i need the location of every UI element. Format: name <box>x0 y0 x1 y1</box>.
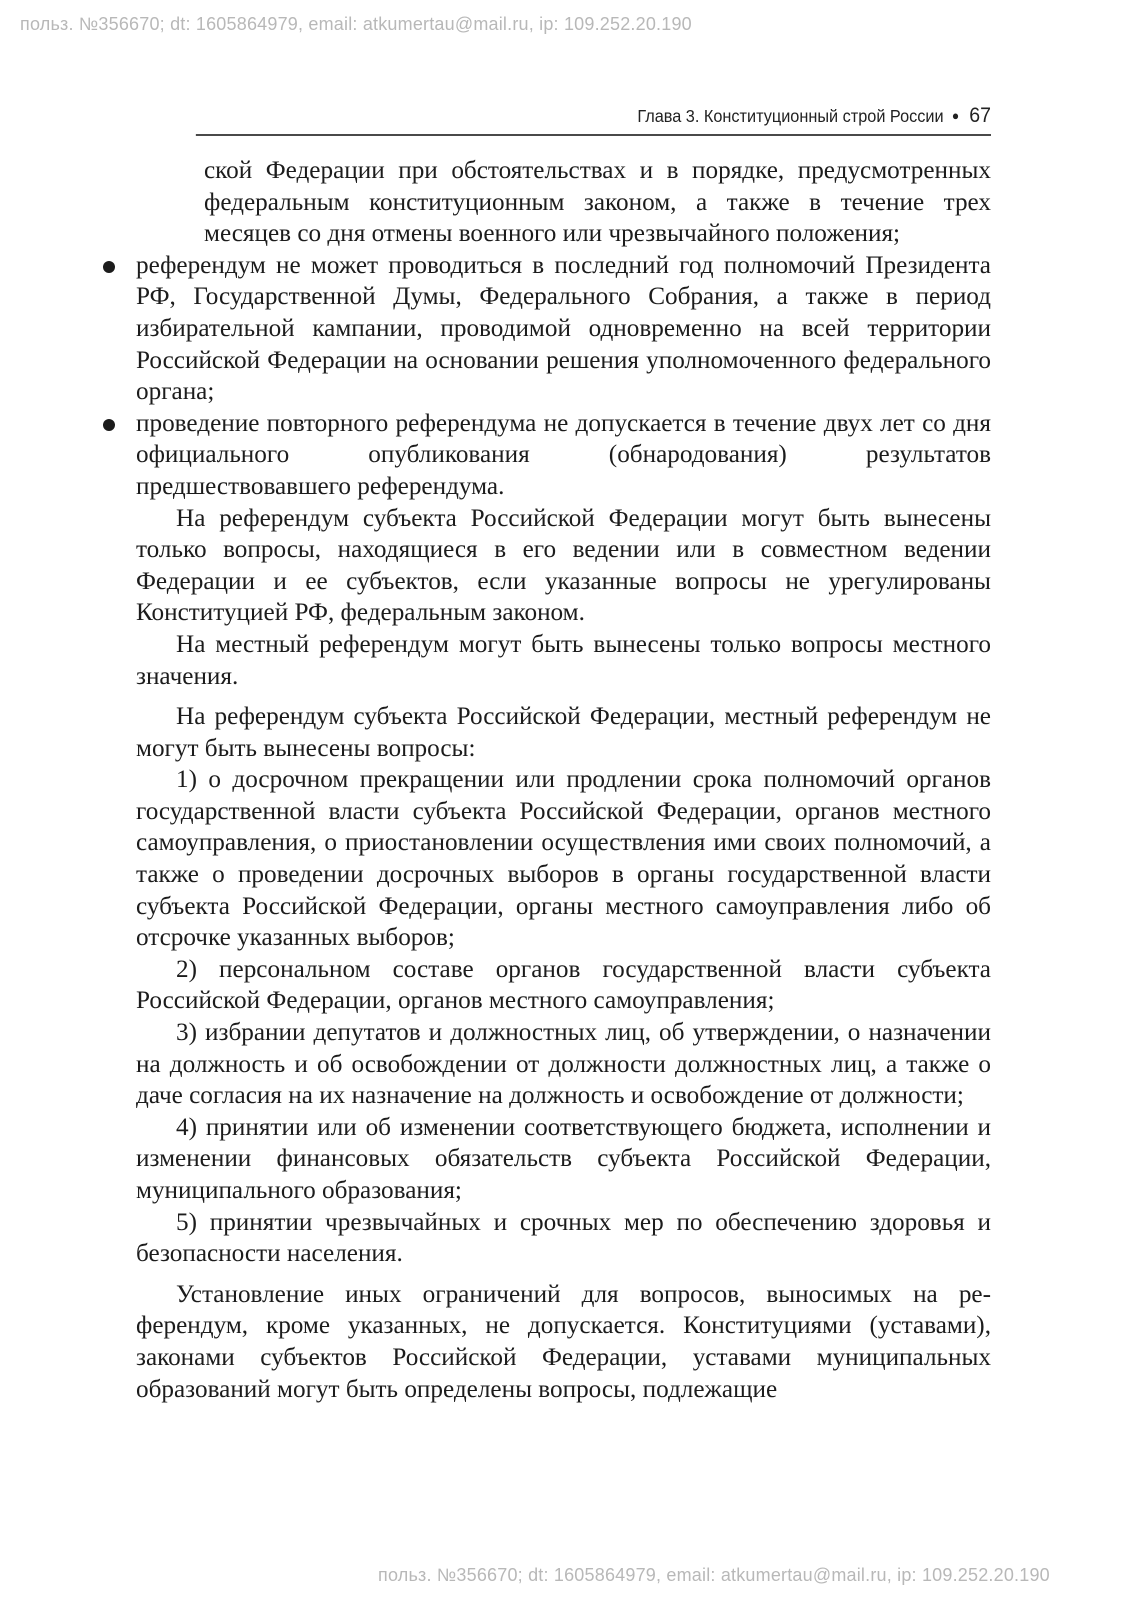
bullet-icon <box>103 261 115 273</box>
numbered-item: 3) избрании депутатов и должностных лиц, об утверждении, о назначении на должность и об освобождении от должности должностных лиц, а также о даче согласия на их назначение на должность и освобождение от должности; <box>136 1019 991 1110</box>
numbered-item: 4) принятии или об изменении соответствующего бюджета, исполнении и изменении финансовых обязательств субъекта Российской Федерации, муниципального образования; <box>136 1113 991 1204</box>
page-number: 67 <box>969 104 991 127</box>
chapter-title: Глава 3. Конституционный строй России <box>637 106 944 126</box>
bullet-separator-icon: ● <box>951 108 960 123</box>
running-header <box>196 104 991 136</box>
paragraph: На референдум субъекта Российской Федерации, местный референдум не могут быть вынесены вопросы: <box>136 703 991 762</box>
list-item-text: референдум не может проводиться в последний год полномочий Президента РФ, Государственной Думы, Федерального Собрания, а также в период избирательной кампании, проводимой одновременно на всей территории Российской Федерации на основании решения уполномоченного федерального органа; <box>136 251 991 406</box>
watermark-bottom: польз. №356670; dt: 1605864979, email: atkumertau@mail.ru, ip: 109.252.20.190 <box>378 1565 1050 1585</box>
paragraph: На референдум субъекта Российской Федерации могут быть вынесены только вопросы, находящиеся в его ведении или в совместном ведении Федерации и ее субъектов, если указанные вопросы не урегулированы Конституцией РФ, федеральным законом. <box>136 504 991 627</box>
numbered-item: 2) персональном составе органов государственной власти субъекта Российской Федерации, органов местного самоуправления; <box>136 955 991 1015</box>
list-item-text: проведение повторного референдума не допускается в течение двух лет со дня официального опубликования (обнародования) результатов предшествовавшего референдума. <box>136 409 991 500</box>
paragraph: Установление иных ограничений для вопросов, выносимых на референдум, кроме указанных, не допускается. Конституциями (уставами), законами субъектов Российской Федерации, уставами муниципальных образований могут быть определены вопросы, подлежащие <box>136 1280 991 1403</box>
bullet-icon <box>103 419 115 431</box>
list-item <box>136 250 991 408</box>
paragraph: На местный референдум могут быть вынесены только вопросы местного значения. <box>136 630 991 690</box>
page-body <box>136 155 991 1405</box>
watermark-top: польз. №356670; dt: 1605864979, email: atkumertau@mail.ru, ip: 109.252.20.190 <box>20 14 692 34</box>
numbered-item: 1) о досрочном прекращении или продлении срока полномочий органов государственной власти субъекта Российской Федерации, органов местного самоуправления, о приостановлении осуществления ими своих полномочий, а также о проведении досрочных выборов в органы государственной власти субъекта Российской Федерации, органы местного самоуправления либо об отсрочке указанных выборов; <box>136 766 991 952</box>
bullet-continuation: ской Федерации при обстоятельствах и в порядке, предусмотренных федеральным конституционным законом, а также в течение трех месяцев со дня отмены военного или чрезвычайного положения; <box>204 157 991 248</box>
numbered-item: 5) принятии чрезвычайных и срочных мер по обеспечению здоровья и безопасности населения. <box>136 1208 991 1268</box>
list-item <box>136 408 991 503</box>
